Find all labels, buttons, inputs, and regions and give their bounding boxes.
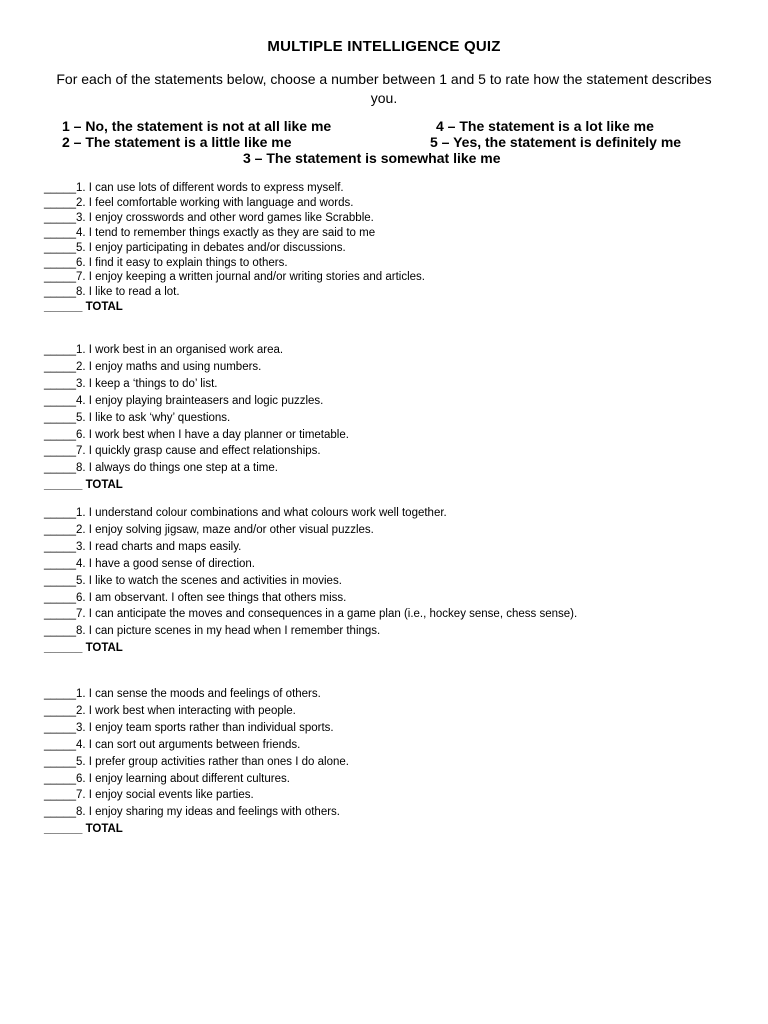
- section-4: [44, 686, 744, 838]
- statement-7: _____7. I enjoy social events like parties.: [44, 789, 254, 802]
- total-line: ______ TOTAL: [44, 642, 123, 655]
- statement-3: _____3. I read charts and maps easily.: [44, 540, 242, 553]
- total-line: ______ TOTAL: [44, 301, 123, 314]
- scale-1: 1 – No, the statement is not at all like me: [62, 118, 332, 134]
- statement-4: _____4. I have a good sense of direction.: [44, 557, 255, 570]
- statement-1: _____1. I understand colour combinations and what colours work well together.: [44, 507, 447, 519]
- section-2: [44, 342, 744, 494]
- statement-8: _____8. I can picture scenes in my head when I remember things.: [44, 625, 381, 638]
- statement-4: _____4. I can sort out arguments between friends.: [44, 738, 301, 751]
- statement-2: _____2. I work best when interacting with people.: [44, 704, 296, 717]
- statement-8: _____8. I always do things one step at a time.: [44, 462, 278, 475]
- statement-4: _____4. I enjoy playing brainteasers and logic puzzles.: [44, 394, 324, 407]
- statement-3: _____3. I enjoy team sports rather than individual sports.: [44, 721, 334, 734]
- section-3: [44, 505, 744, 657]
- instructions: For each of the statements below, choose a number between 1 and 5 to rate how the statement describes you.: [56, 71, 712, 106]
- statement-2: _____2. I enjoy solving jigsaw, maze and/or other visual puzzles.: [44, 523, 374, 536]
- scale-3: 3 – The statement is somewhat like me: [243, 150, 501, 166]
- scale-5: 5 – Yes, the statement is definitely me: [430, 134, 682, 150]
- statement-4: _____4. I tend to remember things exactly as they are said to me: [44, 226, 376, 239]
- statement-6: _____6. I enjoy learning about different cultures.: [44, 772, 290, 785]
- statement-1: _____1. I work best in an organised work area.: [44, 344, 284, 356]
- statement-7: _____7. I quickly grasp cause and effect relationships.: [44, 445, 321, 458]
- statement-3: _____3. I enjoy crosswords and other word games like Scrabble.: [44, 211, 374, 224]
- statement-8: _____8. I enjoy sharing my ideas and feelings with others.: [44, 806, 340, 819]
- scale-2: 2 – The statement is a little like me: [62, 134, 292, 150]
- statement-6: _____6. I find it easy to explain things to others.: [44, 256, 288, 269]
- total-line: ______ TOTAL: [44, 479, 123, 492]
- statement-5: _____5. I prefer group activities rather than ones I do alone.: [44, 755, 349, 768]
- statement-5: _____5. I like to watch the scenes and activities in movies.: [44, 574, 342, 587]
- statement-3: _____3. I keep a ‘things to do’ list.: [44, 377, 218, 390]
- statement-1: _____1. I can use lots of different words to express myself.: [44, 182, 344, 194]
- statement-5: _____5. I like to ask ‘why’ questions.: [44, 411, 231, 424]
- statement-2: _____2. I enjoy maths and using numbers.: [44, 360, 262, 373]
- statement-8: _____8. I like to read a lot.: [44, 286, 180, 299]
- section-1: [44, 181, 744, 315]
- total-line: ______ TOTAL: [44, 823, 123, 836]
- statement-6: _____6. I am observant. I often see things that others miss.: [44, 591, 347, 604]
- scale-4: 4 – The statement is a lot like me: [436, 118, 654, 134]
- statement-1: _____1. I can sense the moods and feelings of others.: [44, 688, 321, 700]
- statement-6: _____6. I work best when I have a day planner or timetable.: [44, 428, 349, 441]
- statement-2: _____2. I feel comfortable working with language and words.: [44, 196, 354, 209]
- statement-5: _____5. I enjoy participating in debates and/or discussions.: [44, 241, 346, 254]
- statement-7: _____7. I enjoy keeping a written journal and/or writing stories and articles.: [44, 271, 425, 284]
- page-title: MULTIPLE INTELLIGENCE QUIZ: [267, 38, 501, 55]
- statement-7: _____7. I can anticipate the moves and consequences in a game plan (i.e., hockey sense, chess sense).: [44, 608, 578, 621]
